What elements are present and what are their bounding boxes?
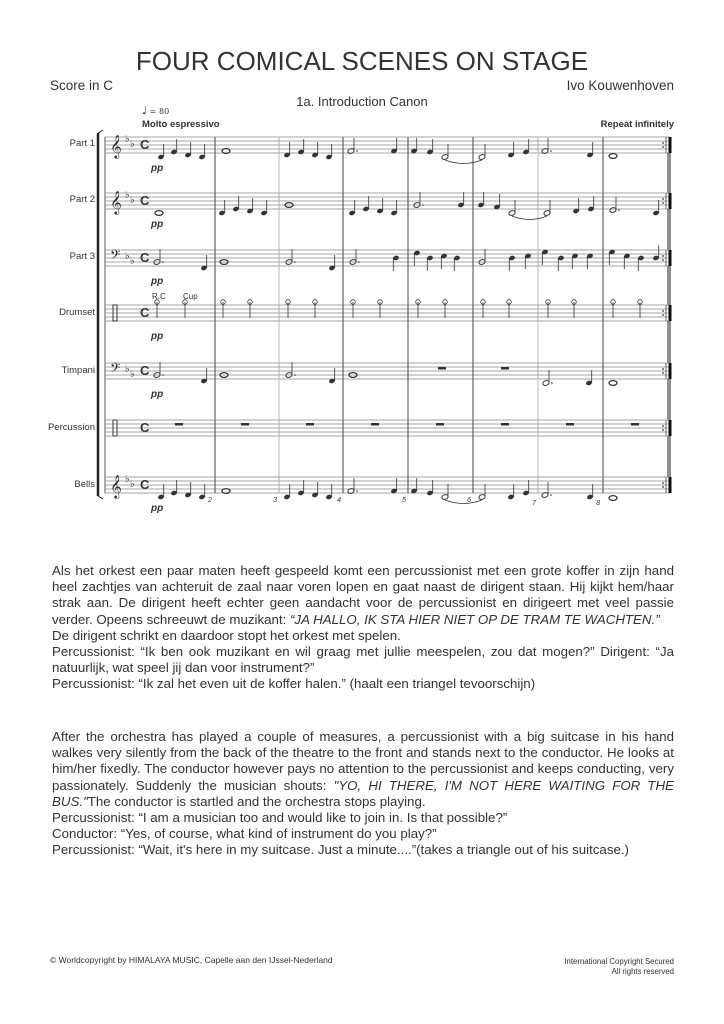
- note-dot: [356, 150, 358, 152]
- time-signature: C: [140, 420, 150, 435]
- score-title: FOUR COMICAL SCENES ON STAGE: [135, 46, 589, 76]
- tie: [512, 216, 547, 220]
- time-signature: C: [140, 250, 150, 265]
- repeat-dot: [662, 425, 664, 427]
- treble-clef-icon: 𝄞: [110, 192, 122, 214]
- note-dot: [294, 261, 296, 263]
- repeat-dot: [662, 310, 664, 312]
- english-text: After the orchestra has played a couple of measures, a percussionist with a big suitcase in his hand walkes very silently from the back of the theatre to the front and stands next to the conductor. He looks at him/her fixedly. The conductor however pays no attention to the percussionist and keeps conducting, very passionately. Suddenly the musician shouts:: [52, 729, 674, 793]
- english-text: The conductor is startled and the orchestra stops playing.: [87, 793, 426, 809]
- measure-number: 3: [273, 497, 277, 504]
- instrument-label: Bells: [74, 479, 95, 490]
- quarter-note-icon: ♩: [142, 104, 148, 117]
- note-dot: [550, 150, 552, 152]
- whole-rest: [175, 423, 183, 426]
- english-line: Percussionist: “Wait, it's here in my suitcase. Just a minute....”(takes a triangle out of his suitcase.): [52, 842, 629, 858]
- instrument-label: Part 3: [69, 251, 95, 262]
- measure-number: 2: [208, 497, 212, 504]
- repeat-dot: [662, 314, 664, 316]
- flat-icon: ♭: [125, 364, 130, 375]
- note-dot: [551, 382, 553, 384]
- whole-rest: [631, 423, 639, 426]
- repeat-dot: [662, 146, 664, 148]
- english-paragraph: [52, 729, 674, 810]
- dutch-line: Percussionist: “Ik ben ook muzikant en wil graag met jullie meespelen, zou dat mogen?” Dirigent: “Ja natuurlijk, wat speel jij dan voor instrument?”: [52, 644, 674, 676]
- whole-note: [609, 496, 617, 501]
- note-dot: [162, 261, 164, 263]
- measure-number: 7: [532, 500, 536, 507]
- dynamic-marking: pp: [151, 331, 164, 342]
- time-signature: C: [140, 477, 150, 492]
- repeat-dot: [662, 255, 664, 257]
- flat-icon: ♭: [125, 474, 130, 485]
- flat-icon: ♭: [130, 256, 135, 267]
- dynamic-marking: pp: [151, 219, 164, 230]
- flat-icon: ♭: [130, 479, 135, 490]
- repeat-dot: [662, 486, 664, 488]
- flat-icon: ♭: [130, 195, 135, 206]
- treble-clef-icon: 𝄞: [110, 476, 122, 498]
- dutch-paragraph: [52, 563, 674, 628]
- note-dot: [294, 374, 296, 376]
- english-shout: "YO, HI THERE, I'M NOT HERE WAITING FOR THE BUS.": [52, 777, 674, 809]
- bass-clef-icon: 𝄢: [110, 362, 121, 379]
- whole-rest: [436, 423, 444, 426]
- dynamic-marking: pp: [151, 503, 164, 514]
- time-signature: C: [140, 305, 150, 320]
- tempo-value: = 80: [149, 107, 170, 116]
- score-in-c-label: Score in C: [50, 78, 114, 93]
- dynamic-marking: pp: [151, 389, 164, 400]
- dutch-text: Als het orkest een paar maten heeft gespeeld komt een percussionist met een grote koffer in zijn hand heel zachtjes van achteruit de zaal naar voren lopen en gaat naast de dirigent staan. Hij kijkt hem/haar strak aan. De dirigent heeft echter geen aandacht voor de percussionist en dirigeert met veel passie verder. Opeens schreeuwt de muzikant:: [52, 563, 674, 627]
- instrument-label: Drumset: [59, 307, 95, 318]
- measure-number: 5: [402, 497, 406, 504]
- copyright-notice: © Worldcopyright by HIMALAYA MUSIC, Capelle aan den IJssel-Nederland: [50, 955, 333, 965]
- english-line: Conductor: “Yes, of course, what kind of instrument do you play?”: [52, 826, 437, 842]
- repeat-instruction: Repeat infinitely: [600, 119, 674, 130]
- note-dot: [358, 261, 360, 263]
- note-dot: [618, 209, 620, 211]
- rights-reserved-line: All rights reserved: [611, 967, 674, 976]
- repeat-dot: [662, 429, 664, 431]
- note-dot: [162, 374, 164, 376]
- expression-marking: Molto espressivo: [142, 119, 220, 130]
- time-signature: C: [140, 193, 150, 208]
- movement-title: 1a. Introduction Canon: [296, 94, 428, 109]
- measure-number: 8: [596, 500, 600, 507]
- repeat-dot: [662, 259, 664, 261]
- flat-icon: ♭: [125, 190, 130, 201]
- whole-rest: [306, 423, 314, 426]
- dutch-description: [52, 563, 674, 693]
- whole-rest: [501, 423, 509, 426]
- bracket-bottom: [98, 496, 103, 499]
- treble-clef-icon: 𝄞: [110, 136, 122, 158]
- note-dot: [550, 494, 552, 496]
- copyright-secured: [564, 957, 674, 977]
- instrument-label: Part 1: [69, 138, 95, 149]
- measure-number: 6: [467, 497, 471, 504]
- bracket-top: [98, 130, 103, 133]
- flat-icon: ♭: [125, 134, 130, 145]
- english-description: [52, 729, 674, 859]
- flat-icon: ♭: [125, 251, 130, 262]
- instrument-label: Percussion: [48, 422, 95, 433]
- whole-rest: [566, 423, 574, 426]
- repeat-dot: [662, 368, 664, 370]
- instrument-label: Timpani: [61, 365, 95, 376]
- repeat-dot: [662, 198, 664, 200]
- dutch-line: Percussionist: “Ik zal het even uit de koffer halen.” (haalt een triangel tevoorschijn): [52, 676, 536, 692]
- whole-rest: [241, 423, 249, 426]
- repeat-dot: [662, 482, 664, 484]
- whole-rest: [438, 367, 446, 370]
- drum-label: Cup: [183, 292, 198, 301]
- time-signature: C: [140, 363, 150, 378]
- note-dot: [356, 490, 358, 492]
- repeat-dot: [662, 142, 664, 144]
- whole-rest: [501, 367, 509, 370]
- instrument-label: Part 2: [69, 194, 95, 205]
- repeat-dot: [662, 372, 664, 374]
- bass-clef-icon: 𝄢: [110, 249, 121, 266]
- flat-icon: ♭: [130, 369, 135, 380]
- whole-note: [609, 154, 617, 159]
- flat-icon: ♭: [130, 139, 135, 150]
- whole-note: [155, 211, 163, 216]
- copyright-secured-line: International Copyright Secured: [564, 957, 674, 966]
- dynamic-marking: pp: [151, 276, 164, 287]
- composer-name: Ivo Kouwenhoven: [566, 78, 674, 93]
- time-signature: C: [140, 137, 150, 152]
- whole-note: [609, 381, 617, 386]
- measure-number: 4: [337, 497, 341, 504]
- dutch-shout: “JA HALLO, IK STA HIER NIET OP DE TRAM TE WACHTEN.”: [290, 611, 660, 627]
- dynamic-marking: pp: [151, 163, 164, 174]
- whole-rest: [371, 423, 379, 426]
- drum-label: R.C: [152, 292, 166, 301]
- tie: [445, 500, 482, 504]
- english-line: Percussionist: “I am a musician too and would like to join in. Is that possible?”: [52, 810, 508, 826]
- dutch-line: De dirigent schrikt en daardoor stopt het orkest met spelen.: [52, 627, 401, 643]
- repeat-dot: [662, 202, 664, 204]
- note-dot: [422, 204, 424, 206]
- tie: [445, 160, 482, 164]
